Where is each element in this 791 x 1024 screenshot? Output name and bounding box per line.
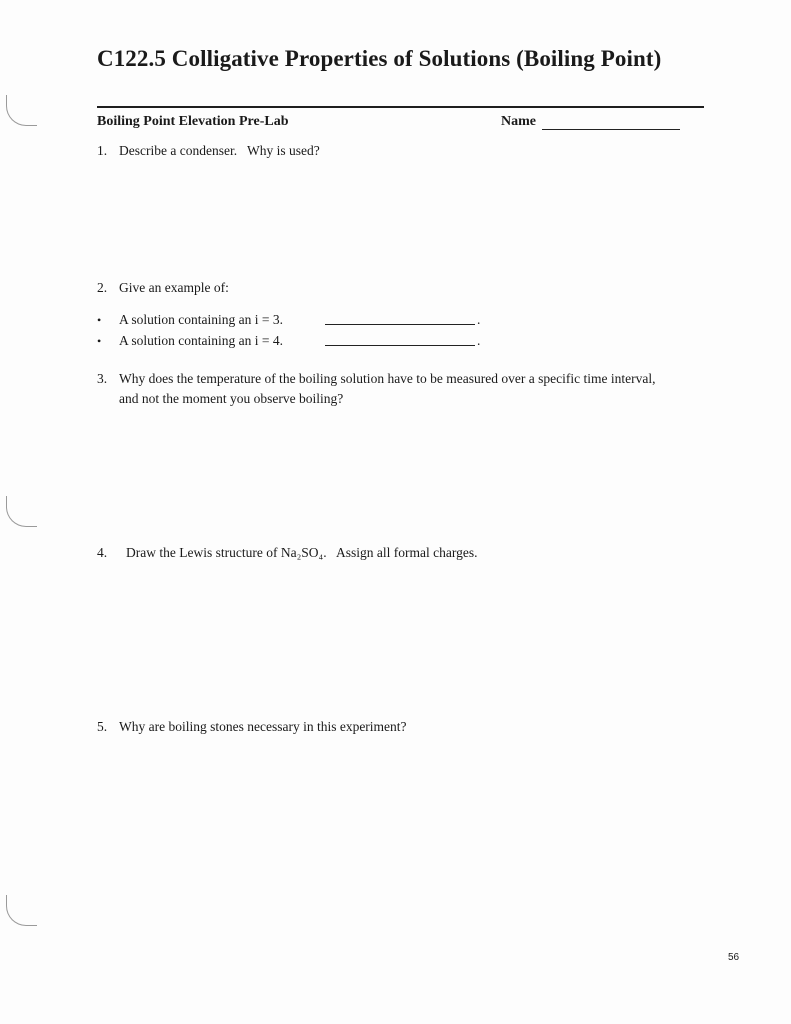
question-3 (97, 369, 697, 409)
example-text: A solution containing an i = 4. (119, 333, 283, 348)
bullet: • (97, 313, 102, 327)
question-text: Draw the Lewis structure of Na₂SO₄. Assign all formal charges. (126, 545, 478, 560)
question-text: Why are boiling stones necessary in this experiment? (119, 719, 407, 734)
binder-hole-mark (6, 895, 37, 926)
example-item (97, 310, 697, 330)
title-divider (97, 106, 704, 108)
question-number: 5. (97, 719, 108, 734)
question-text: Why does the temperature of the boiling solution have to be measured over a specific time interval, and not the moment you observe boiling? (119, 371, 656, 406)
name-field[interactable] (501, 114, 680, 130)
binder-hole-mark (6, 95, 37, 126)
blank-end: . (477, 312, 481, 327)
question-5 (97, 717, 697, 737)
page-number: 56 (728, 952, 740, 963)
bullet: • (97, 334, 102, 348)
answer-blank[interactable] (325, 331, 475, 346)
binder-hole-mark (6, 496, 37, 527)
name-blank-line[interactable] (542, 115, 680, 130)
question-4 (97, 543, 697, 563)
question-text: Give an example of: (119, 280, 229, 295)
question-number: 3. (97, 371, 108, 386)
question-2 (97, 278, 697, 298)
answer-blank[interactable] (325, 310, 475, 325)
question-1 (97, 141, 697, 161)
example-item (97, 331, 697, 351)
question-number: 4. (97, 545, 108, 560)
blank-end: . (477, 333, 481, 348)
question-text: Describe a condenser. Why is used? (119, 143, 320, 158)
page-title: C122.5 Colligative Properties of Solutions (Boiling Point) (97, 46, 662, 71)
question-number: 1. (97, 143, 108, 158)
example-text: A solution containing an i = 3. (119, 312, 283, 327)
section-heading: Boiling Point Elevation Pre-Lab (97, 114, 289, 129)
question-number: 2. (97, 280, 108, 295)
name-label: Name (501, 114, 536, 129)
